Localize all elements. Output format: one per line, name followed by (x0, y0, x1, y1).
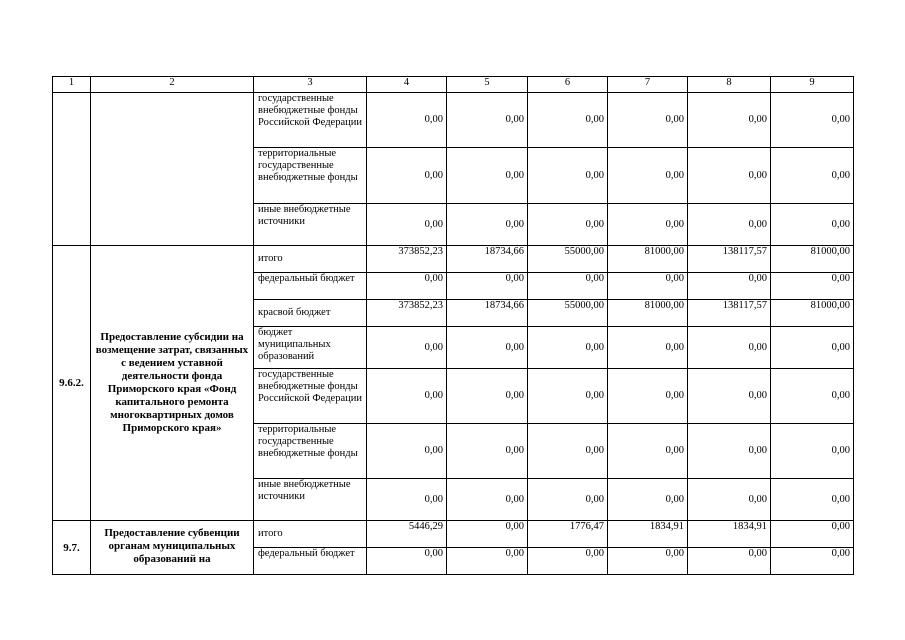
value-cell: 55000,00 (528, 246, 608, 273)
column-header: 9 (771, 77, 854, 93)
value-cell: 0,00 (447, 479, 528, 521)
value-cell: 0,00 (528, 148, 608, 204)
value-cell: 1834,91 (688, 521, 771, 548)
value-cell: 373852,23 (367, 300, 447, 327)
value-cell: 0,00 (688, 327, 771, 369)
column-header: 3 (254, 77, 367, 93)
value-cell: 373852,23 (367, 246, 447, 273)
value-cell: 0,00 (528, 93, 608, 148)
item-description: Предоставление субвенции органам муниципальных образований на (91, 521, 254, 575)
value-cell: 55000,00 (528, 300, 608, 327)
item-code: 9.7. (53, 521, 91, 575)
funding-source: государственные внебюджетные фонды Российской Федерации (254, 369, 367, 424)
value-cell: 0,00 (771, 521, 854, 548)
column-header: 7 (608, 77, 688, 93)
value-cell: 0,00 (688, 548, 771, 575)
funding-source: территориальные государственные внебюджетные фонды (254, 148, 367, 204)
column-header: 6 (528, 77, 608, 93)
funding-source: итого (254, 521, 367, 548)
value-cell: 0,00 (447, 204, 528, 246)
value-cell: 0,00 (528, 548, 608, 575)
value-cell: 0,00 (608, 148, 688, 204)
value-cell: 81000,00 (771, 246, 854, 273)
value-cell: 0,00 (528, 424, 608, 479)
funding-source: федеральный бюджет (254, 548, 367, 575)
funding-source: государственные внебюджетные фонды Российской Федерации (254, 93, 367, 148)
value-cell: 0,00 (367, 204, 447, 246)
column-header: 2 (91, 77, 254, 93)
funding-source: итого (254, 246, 367, 273)
table-row (53, 246, 854, 273)
value-cell: 0,00 (688, 273, 771, 300)
funding-source: красвой бюджет (254, 300, 367, 327)
value-cell: 81000,00 (771, 300, 854, 327)
value-cell: 0,00 (367, 548, 447, 575)
value-cell: 0,00 (367, 479, 447, 521)
funding-source: федеральный бюджет (254, 273, 367, 300)
value-cell: 0,00 (447, 548, 528, 575)
value-cell: 0,00 (771, 148, 854, 204)
value-cell: 0,00 (608, 548, 688, 575)
budget-table (52, 76, 854, 575)
value-cell: 0,00 (608, 273, 688, 300)
value-cell: 0,00 (771, 548, 854, 575)
value-cell: 138117,57 (688, 300, 771, 327)
value-cell: 0,00 (447, 521, 528, 548)
value-cell: 0,00 (367, 327, 447, 369)
value-cell: 0,00 (771, 327, 854, 369)
value-cell: 0,00 (367, 148, 447, 204)
value-cell: 0,00 (528, 369, 608, 424)
column-header: 5 (447, 77, 528, 93)
value-cell: 0,00 (367, 369, 447, 424)
value-cell: 0,00 (528, 273, 608, 300)
value-cell: 81000,00 (608, 246, 688, 273)
funding-source: иные внебюджетные источники (254, 204, 367, 246)
item-description (91, 93, 254, 246)
column-header: 1 (53, 77, 91, 93)
value-cell: 0,00 (608, 204, 688, 246)
value-cell: 0,00 (528, 204, 608, 246)
value-cell: 1834,91 (608, 521, 688, 548)
value-cell: 0,00 (771, 93, 854, 148)
value-cell: 18734,66 (447, 300, 528, 327)
value-cell: 0,00 (447, 327, 528, 369)
value-cell: 0,00 (608, 327, 688, 369)
value-cell: 0,00 (528, 479, 608, 521)
value-cell: 0,00 (367, 424, 447, 479)
value-cell: 0,00 (688, 148, 771, 204)
value-cell: 0,00 (688, 369, 771, 424)
item-description: Предоставление субсидии на возмещение затрат, связанных с ведением уставной деятельности фонда Приморского края «Фонд капитального ремонта многоквартирных домов Приморского края» (91, 246, 254, 521)
column-header: 4 (367, 77, 447, 93)
value-cell: 0,00 (608, 424, 688, 479)
table-row (53, 93, 854, 148)
value-cell: 0,00 (608, 369, 688, 424)
table-row (53, 521, 854, 548)
value-cell: 0,00 (771, 369, 854, 424)
value-cell: 0,00 (608, 93, 688, 148)
value-cell: 18734,66 (447, 246, 528, 273)
value-cell: 0,00 (528, 327, 608, 369)
value-cell: 0,00 (447, 93, 528, 148)
value-cell: 0,00 (771, 424, 854, 479)
value-cell: 0,00 (688, 93, 771, 148)
column-header: 8 (688, 77, 771, 93)
value-cell: 0,00 (771, 204, 854, 246)
value-cell: 0,00 (688, 204, 771, 246)
value-cell: 0,00 (688, 424, 771, 479)
item-code (53, 93, 91, 246)
value-cell: 0,00 (447, 273, 528, 300)
value-cell: 1776,47 (528, 521, 608, 548)
item-code: 9.6.2. (53, 246, 91, 521)
funding-source: территориальные государственные внебюджетные фонды (254, 424, 367, 479)
value-cell: 0,00 (771, 479, 854, 521)
value-cell: 0,00 (367, 93, 447, 148)
value-cell: 0,00 (771, 273, 854, 300)
funding-source: иные внебюджетные источники (254, 479, 367, 521)
column-number-row (53, 77, 854, 93)
value-cell: 138117,57 (688, 246, 771, 273)
value-cell: 0,00 (447, 424, 528, 479)
value-cell: 0,00 (447, 148, 528, 204)
value-cell: 0,00 (447, 369, 528, 424)
value-cell: 0,00 (367, 273, 447, 300)
value-cell: 81000,00 (608, 300, 688, 327)
funding-source: бюджет муниципальных образований (254, 327, 367, 369)
value-cell: 0,00 (608, 479, 688, 521)
value-cell: 5446,29 (367, 521, 447, 548)
value-cell: 0,00 (688, 479, 771, 521)
